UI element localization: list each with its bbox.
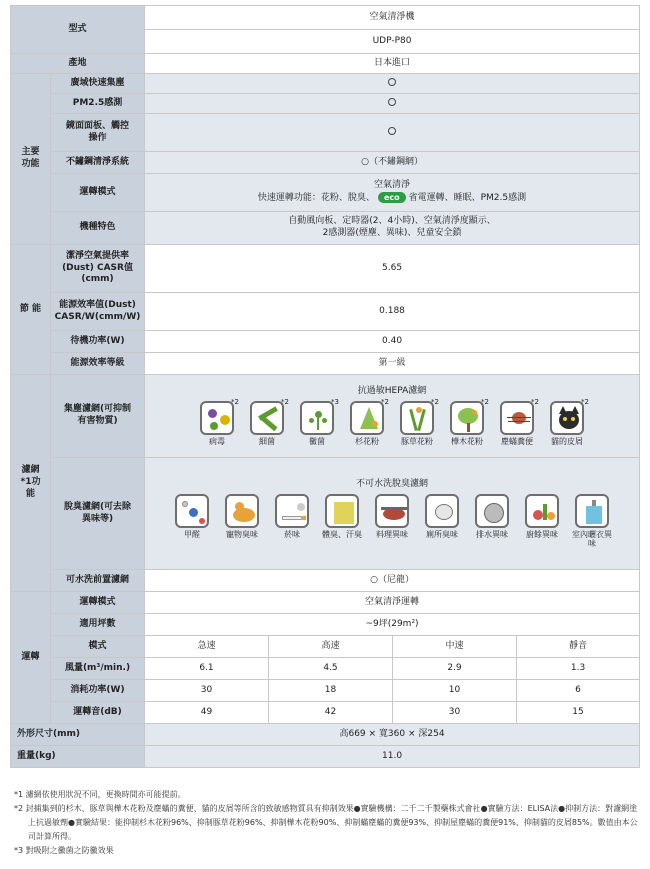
icon-label: 樺木花粉 xyxy=(451,436,484,446)
dust-filter-title: 抗過敏HEPA濾網 xyxy=(357,386,427,397)
mode-value xyxy=(145,174,640,212)
weight-label: 重量(kg) xyxy=(11,746,145,768)
icon-tile xyxy=(217,494,267,539)
icon-label: 體臭、汗臭 xyxy=(322,529,363,539)
icon-label: 寵物臭味 xyxy=(226,529,259,539)
icon-tile xyxy=(342,397,392,446)
icon-label: 塵蟎糞便 xyxy=(501,436,534,446)
deo-filter-label: 脫臭濾網(可去除異味等) xyxy=(51,458,145,570)
model-label: 型式 xyxy=(11,6,145,54)
icon-tile xyxy=(467,494,517,539)
icon-label: 菸味 xyxy=(284,529,301,539)
op-cell: 42 xyxy=(269,702,393,724)
footnote-mark: *2 xyxy=(431,397,440,406)
op-col-header: 中速 xyxy=(393,636,517,658)
yes-circle-icon xyxy=(388,98,396,106)
op-row-label: 風量(m³/min.) xyxy=(51,658,145,680)
formaldehyde-icon xyxy=(175,494,209,528)
op-cell: 49 xyxy=(145,702,269,724)
laundry-icon xyxy=(575,494,609,528)
icon-tile xyxy=(267,494,317,539)
weight-value: 11.0 xyxy=(145,746,640,768)
footnote: *3 對吸附之黴菌之防黴效果 xyxy=(14,846,114,855)
main-item-value xyxy=(145,74,640,94)
energy-item-value: 第一級 xyxy=(145,353,640,375)
deo-filter-cell xyxy=(145,458,640,570)
icon-label: 廚餘異味 xyxy=(526,529,559,539)
bacteria-icon xyxy=(250,401,284,435)
energy-item-label: 潔淨空氣提供率(Dust) CASR值(cmm) xyxy=(51,245,145,293)
icon-tile xyxy=(367,494,417,539)
energy-item-label: 能源效率值(Dust) CASR/W(cmm/W) xyxy=(51,293,145,331)
model-name: 空氣清淨機 xyxy=(145,6,640,30)
icon-tile xyxy=(567,494,617,548)
cat-dander-icon xyxy=(550,401,584,435)
icon-tile xyxy=(392,397,442,446)
icon-tile xyxy=(492,397,542,446)
smoke-icon xyxy=(275,494,309,528)
mold-icon xyxy=(300,401,334,435)
icon-label: 豚草花粉 xyxy=(401,436,434,446)
icon-label: 料理異味 xyxy=(376,529,409,539)
icon-tile xyxy=(417,494,467,539)
icon-tile xyxy=(242,397,292,446)
op-col-header: 高速 xyxy=(269,636,393,658)
main-item-label: 機種特色 xyxy=(51,212,145,245)
op-cell: 30 xyxy=(393,702,517,724)
icon-tile xyxy=(292,397,342,446)
icon-label: 甲醛 xyxy=(184,529,201,539)
footnotes xyxy=(14,788,638,858)
cedar-pollen-icon xyxy=(350,401,384,435)
icon-label: 黴菌 xyxy=(309,436,326,446)
op-area-value: ~9坪(29m²) xyxy=(145,614,640,636)
footnote: *2 封捕集到的杉木、豚草與樺木花粉及塵蟎的糞便、貓的皮屑等所含的致敏感物質具有抑制效果●實驗機構：二千二千製藥株式會社●實驗方法：ELISA法●抑制方法：對濾網塗上抗過敏劑●實驗結果：能抑制杉木花粉96%、抑制豚草花粉96%、抑制樺木花粉90%、抑制蟎塵蟎的糞便93%、抑制屋塵蟎的糞便91%、抑制貓的皮屑85%。數值由本公司計算所得。 xyxy=(14,804,638,841)
footnote: *1 濾網依使用狀況不同，更換時間亦可能提前。 xyxy=(14,790,186,799)
main-item-label: PM2.5感測 xyxy=(51,94,145,114)
icon-label: 貓的皮屑 xyxy=(551,436,584,446)
footnote-mark: *2 xyxy=(531,397,540,406)
size-value: 高669 × 寬360 × 深254 xyxy=(145,724,640,746)
energy-item-label: 待機功率(W) xyxy=(51,331,145,353)
cooking-odor-icon xyxy=(375,494,409,528)
footnote-mark: *2 xyxy=(381,397,390,406)
op-col-header: 急速 xyxy=(145,636,269,658)
energy-item-label: 能源效率等級 xyxy=(51,353,145,375)
op-col-header: 靜音 xyxy=(517,636,640,658)
main-item-label: 廣域快速集塵 xyxy=(51,74,145,94)
op-cell: 6 xyxy=(517,680,640,702)
icon-label: 細菌 xyxy=(259,436,276,446)
alder-pollen-icon xyxy=(450,401,484,435)
main-item-label: 鏡面面板、觸控操作 xyxy=(51,114,145,152)
icon-label: 杉花粉 xyxy=(355,436,380,446)
op-cell: 2.9 xyxy=(393,658,517,680)
icon-label: 廁所臭味 xyxy=(426,529,459,539)
drain-odor-icon xyxy=(475,494,509,528)
mite-icon xyxy=(500,401,534,435)
dust-icon-row xyxy=(147,397,637,446)
icon-tile xyxy=(542,397,592,446)
icon-label: 排水異味 xyxy=(476,529,509,539)
op-group-label: 運轉 xyxy=(11,592,51,724)
op-cell: 4.5 xyxy=(269,658,393,680)
grass-pollen-icon xyxy=(400,401,434,435)
main-item-value xyxy=(145,114,640,152)
model-code: UDP-P80 xyxy=(145,30,640,54)
energy-item-value: 0.40 xyxy=(145,331,640,353)
main-item-value: ○（不鏽鋼網） xyxy=(145,152,640,174)
op-row-label: 運轉音(dB) xyxy=(51,702,145,724)
icon-label: 室內曬衣異味 xyxy=(572,529,613,548)
filter-group-label: 濾網*1功能 xyxy=(11,375,51,592)
origin-value: 日本進口 xyxy=(145,54,640,74)
yes-circle-icon xyxy=(388,78,396,86)
footnote-mark: *2 xyxy=(281,397,290,406)
icon-tile xyxy=(167,494,217,539)
sweat-odor-icon xyxy=(325,494,359,528)
yes-circle-icon xyxy=(388,127,396,135)
main-group-label: 主要功能 xyxy=(11,74,51,245)
eco-badge: eco xyxy=(378,192,406,203)
op-cell: 18 xyxy=(269,680,393,702)
pre-filter-label: 可水洗前置濾網 xyxy=(51,570,145,592)
dust-filter-label: 集塵濾網(可抑制有害物質) xyxy=(51,375,145,458)
energy-item-value: 5.65 xyxy=(145,245,640,293)
footnote-mark: *3 xyxy=(331,397,340,406)
features-value: 自動風向板、定時器(2、4小時)、空氣清淨度顯示、 2感測器(煙塵、異味)、兒童安全鎖 xyxy=(145,212,640,245)
icon-tile xyxy=(192,397,242,446)
dust-filter-cell xyxy=(145,375,640,458)
main-item-label: 運轉模式 xyxy=(51,174,145,212)
op-cell: 10 xyxy=(393,680,517,702)
pet-odor-icon xyxy=(225,494,259,528)
main-item-value xyxy=(145,94,640,114)
op-cell: 15 xyxy=(517,702,640,724)
mode-line-1: 空氣清淨 xyxy=(374,180,411,191)
icon-label: 病毒 xyxy=(209,436,226,446)
deo-filter-title: 不可水洗脫臭濾網 xyxy=(356,478,429,489)
footnote-mark: *2 xyxy=(231,397,240,406)
op-area-label: 適用坪數 xyxy=(51,614,145,636)
energy-group-label: 節 能 xyxy=(11,245,51,375)
spec-table xyxy=(10,5,640,768)
op-mode-value: 空氣清淨運轉 xyxy=(145,592,640,614)
virus-icon xyxy=(200,401,234,435)
op-cell: 6.1 xyxy=(145,658,269,680)
op-header-label: 模式 xyxy=(51,636,145,658)
pre-filter-value: ○（尼龍） xyxy=(145,570,640,592)
icon-tile xyxy=(317,494,367,539)
op-cell: 30 xyxy=(145,680,269,702)
footnote-mark: *2 xyxy=(481,397,490,406)
origin-label: 產地 xyxy=(11,54,145,74)
deo-icon-row xyxy=(147,494,637,548)
op-row-label: 消耗功率(W) xyxy=(51,680,145,702)
mode-line-2: 快速運轉功能：花粉、脫臭、 eco 省電運轉、睡眠、PM2.5感測 xyxy=(257,193,527,203)
footnote-mark: *2 xyxy=(581,397,590,406)
op-mode-label: 運轉模式 xyxy=(51,592,145,614)
icon-tile xyxy=(442,397,492,446)
toilet-odor-icon xyxy=(425,494,459,528)
main-item-label: 不鏽鋼清淨系統 xyxy=(51,152,145,174)
op-cell: 1.3 xyxy=(517,658,640,680)
kitchen-waste-icon xyxy=(525,494,559,528)
icon-tile xyxy=(517,494,567,539)
size-label: 外形尺寸(mm) xyxy=(11,724,145,746)
energy-item-value: 0.188 xyxy=(145,293,640,331)
